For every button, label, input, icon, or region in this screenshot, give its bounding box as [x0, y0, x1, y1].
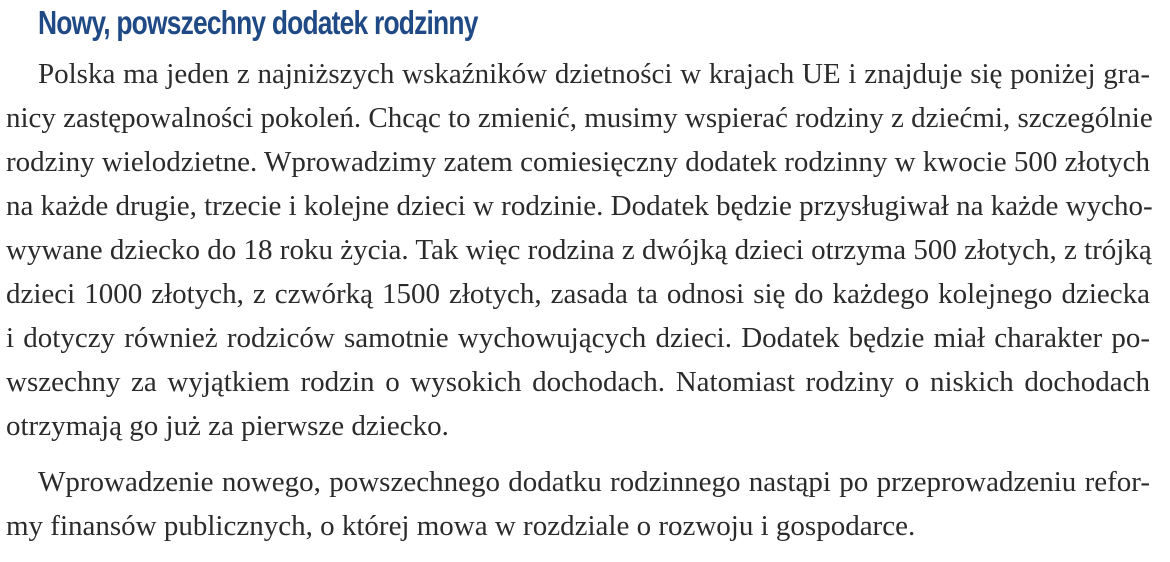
- paragraph-1-line: wywane dziecko do 18 roku życia. Tak więc rodzina z dwójką dzieci otrzyma 500 złotych, z trójką: [6, 234, 1152, 266]
- paragraph-1-line: dzieci 1000 złotych, z czwórką 1500 złotych, zasada ta odnosi się do każdego kolejnego dziecka: [6, 278, 1150, 310]
- paragraph-1-line: i dotyczy również rodziców samotnie wychowujących dzieci. Dodatek będzie miał charakter po-: [6, 322, 1150, 354]
- paragraph-1-line: Polska ma jeden z najniższych wskaźników dzietności w krajach UE i znajduje się poniżej gra-: [38, 58, 1150, 90]
- paragraph-1-line: na każde drugie, trzecie i kolejne dzieci w rodzinie. Dodatek będzie przysługiwał na każde wycho-: [6, 190, 1153, 222]
- paragraph-1-line: rodziny wielodzietne. Wprowadzimy zatem comiesięczny dodatek rodzinny w kwocie 500 złotych: [6, 146, 1150, 178]
- section-title: Nowy, powszechny dodatek rodzinny: [38, 4, 478, 41]
- paragraph-2-line: Wprowadzenie nowego, powszechnego dodatku rodzinnego nastąpi po przeprowadzeniu refor-: [38, 466, 1150, 498]
- paragraph-1-line: otrzymają go już za pierwsze dziecko.: [6, 410, 449, 442]
- paragraph-2-line: my finansów publicznych, o której mowa w rozdziale o rozwoju i gospodarce.: [6, 510, 916, 542]
- paragraph-1-line: nicy zastępowalności pokoleń. Chcąc to zmienić, musimy wspierać rodziny z dziećmi, szczególnie: [6, 102, 1153, 134]
- paragraph-1-line: wszechny za wyjątkiem rodzin o wysokich dochodach. Natomiast rodziny o niskich dochodach: [6, 366, 1150, 398]
